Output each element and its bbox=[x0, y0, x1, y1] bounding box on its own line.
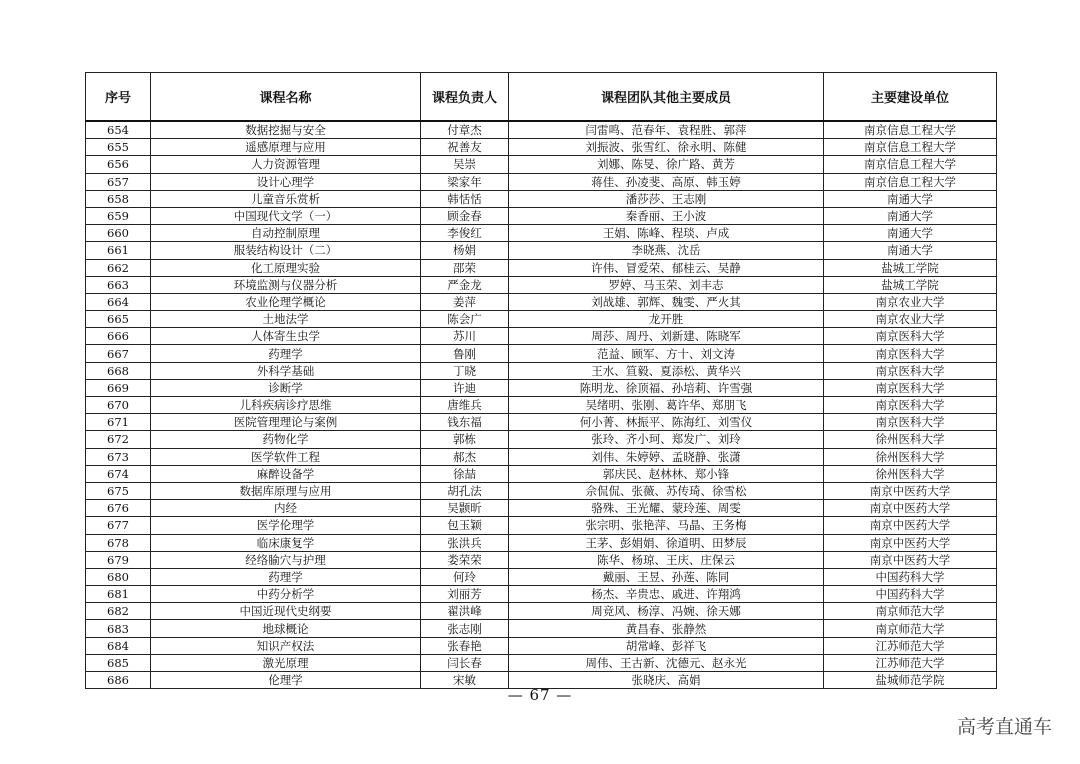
cell-no: 668 bbox=[86, 362, 151, 379]
header-team: 课程团队其他主要成员 bbox=[509, 73, 824, 122]
header-no: 序号 bbox=[86, 73, 151, 122]
cell-course-name: 土地法学 bbox=[151, 311, 421, 328]
cell-no: 682 bbox=[86, 603, 151, 620]
cell-team-members: 刘振波、张雪红、徐永明、陈健 bbox=[509, 139, 824, 156]
cell-unit: 中国药科大学 bbox=[824, 586, 997, 603]
table-row bbox=[86, 190, 997, 207]
cell-no: 661 bbox=[86, 242, 151, 259]
cell-course-name: 化工原理实验 bbox=[151, 259, 421, 276]
cell-course-name: 人力资源管理 bbox=[151, 156, 421, 173]
cell-team-members: 王水、笪毅、夏添松、黄华兴 bbox=[509, 362, 824, 379]
cell-course-name: 外科学基础 bbox=[151, 362, 421, 379]
table-row bbox=[86, 311, 997, 328]
cell-team-members: 刘伟、朱婷婷、孟晓静、张潇 bbox=[509, 448, 824, 465]
cell-unit: 南京农业大学 bbox=[824, 311, 997, 328]
cell-unit: 盐城工学院 bbox=[824, 276, 997, 293]
cell-no: 660 bbox=[86, 225, 151, 242]
table-row bbox=[86, 242, 997, 259]
cell-leader: 张洪兵 bbox=[421, 534, 509, 551]
cell-course-name: 医院管理理论与案例 bbox=[151, 414, 421, 431]
cell-no: 671 bbox=[86, 414, 151, 431]
table-row bbox=[86, 534, 997, 551]
table-row bbox=[86, 414, 997, 431]
table-row bbox=[86, 225, 997, 242]
cell-unit: 南京中医药大学 bbox=[824, 517, 997, 534]
cell-team-members: 周竞风、杨淳、冯婉、徐天娜 bbox=[509, 603, 824, 620]
cell-unit: 南京中医药大学 bbox=[824, 500, 997, 517]
cell-team-members: 王茅、彭娟娟、徐道明、田梦辰 bbox=[509, 534, 824, 551]
cell-team-members: 范益、顾军、方十、刘文涛 bbox=[509, 345, 824, 362]
cell-course-name: 药理学 bbox=[151, 568, 421, 585]
cell-unit: 南京中医药大学 bbox=[824, 551, 997, 568]
cell-leader: 顾金春 bbox=[421, 207, 509, 224]
cell-team-members: 周莎、周丹、刘新建、陈晓军 bbox=[509, 328, 824, 345]
table-row bbox=[86, 517, 997, 534]
cell-no: 656 bbox=[86, 156, 151, 173]
cell-no: 683 bbox=[86, 620, 151, 637]
cell-no: 669 bbox=[86, 379, 151, 396]
cell-course-name: 麻醉设备学 bbox=[151, 465, 421, 482]
cell-course-name: 医学伦理学 bbox=[151, 517, 421, 534]
cell-unit: 南通大学 bbox=[824, 242, 997, 259]
cell-team-members: 陈华、杨琼、王庆、庄保云 bbox=[509, 551, 824, 568]
cell-course-name: 经络腧穴与护理 bbox=[151, 551, 421, 568]
cell-leader: 宋敏 bbox=[421, 672, 509, 689]
table-row bbox=[86, 156, 997, 173]
cell-leader: 邵荣 bbox=[421, 259, 509, 276]
cell-course-name: 中国近现代史纲要 bbox=[151, 603, 421, 620]
table-row bbox=[86, 586, 997, 603]
cell-team-members: 黄昌春、张静然 bbox=[509, 620, 824, 637]
cell-unit: 盐城师范学院 bbox=[824, 672, 997, 689]
cell-team-members: 潘莎莎、王志刚 bbox=[509, 190, 824, 207]
table-row bbox=[86, 293, 997, 310]
cell-no: 664 bbox=[86, 293, 151, 310]
table-body bbox=[86, 121, 997, 689]
cell-unit: 南京农业大学 bbox=[824, 293, 997, 310]
cell-unit: 南京医科大学 bbox=[824, 328, 997, 345]
cell-course-name: 药理学 bbox=[151, 345, 421, 362]
table-row bbox=[86, 637, 997, 654]
cell-leader: 包玉颖 bbox=[421, 517, 509, 534]
cell-no: 686 bbox=[86, 672, 151, 689]
cell-leader: 祝善友 bbox=[421, 139, 509, 156]
cell-team-members: 周伟、王古新、沈德元、赵永光 bbox=[509, 654, 824, 671]
cell-unit: 南通大学 bbox=[824, 207, 997, 224]
table-row bbox=[86, 568, 997, 585]
cell-leader: 吴崇 bbox=[421, 156, 509, 173]
cell-team-members: 胡常峰、彭祥飞 bbox=[509, 637, 824, 654]
cell-unit: 南京医科大学 bbox=[824, 362, 997, 379]
cell-team-members: 许伟、冒爱荣、郁桂云、吴静 bbox=[509, 259, 824, 276]
cell-no: 665 bbox=[86, 311, 151, 328]
cell-no: 659 bbox=[86, 207, 151, 224]
cell-no: 666 bbox=[86, 328, 151, 345]
table-row bbox=[86, 654, 997, 671]
cell-team-members: 陈明龙、徐顶福、孙培莉、许雪强 bbox=[509, 379, 824, 396]
cell-no: 680 bbox=[86, 568, 151, 585]
cell-course-name: 医学软件工程 bbox=[151, 448, 421, 465]
cell-team-members: 张宗明、张艳萍、马晶、王务梅 bbox=[509, 517, 824, 534]
cell-team-members: 骆殊、王光耀、蒙玲莲、周雯 bbox=[509, 500, 824, 517]
cell-team-members: 秦香丽、王小波 bbox=[509, 207, 824, 224]
cell-leader: 唐维兵 bbox=[421, 397, 509, 414]
cell-no: 654 bbox=[86, 121, 151, 139]
cell-course-name: 激光原理 bbox=[151, 654, 421, 671]
cell-team-members: 郭庆民、赵林林、郑小锋 bbox=[509, 465, 824, 482]
table-row bbox=[86, 328, 997, 345]
cell-leader: 闫长春 bbox=[421, 654, 509, 671]
table-row bbox=[86, 482, 997, 499]
cell-team-members: 罗婷、马玉荣、刘丰志 bbox=[509, 276, 824, 293]
cell-leader: 翟洪峰 bbox=[421, 603, 509, 620]
table-row bbox=[86, 551, 997, 568]
cell-no: 655 bbox=[86, 139, 151, 156]
cell-leader: 梁家年 bbox=[421, 173, 509, 190]
cell-team-members: 何小菁、林振平、陈海红、刘雪仪 bbox=[509, 414, 824, 431]
cell-leader: 付章杰 bbox=[421, 121, 509, 139]
cell-course-name: 农业伦理学概论 bbox=[151, 293, 421, 310]
cell-leader: 刘丽芳 bbox=[421, 586, 509, 603]
cell-unit: 南京师范大学 bbox=[824, 603, 997, 620]
cell-leader: 姜萍 bbox=[421, 293, 509, 310]
table-row bbox=[86, 276, 997, 293]
table-row bbox=[86, 448, 997, 465]
course-table-container bbox=[85, 72, 996, 689]
cell-no: 679 bbox=[86, 551, 151, 568]
cell-course-name: 儿童音乐赏析 bbox=[151, 190, 421, 207]
cell-leader: 张志刚 bbox=[421, 620, 509, 637]
table-header bbox=[86, 73, 997, 122]
cell-team-members: 蒋佳、孙凌斐、高原、韩玉婷 bbox=[509, 173, 824, 190]
cell-no: 675 bbox=[86, 482, 151, 499]
cell-unit: 徐州医科大学 bbox=[824, 448, 997, 465]
cell-unit: 江苏师范大学 bbox=[824, 654, 997, 671]
table-row bbox=[86, 500, 997, 517]
cell-unit: 南京信息工程大学 bbox=[824, 156, 997, 173]
cell-course-name: 伦理学 bbox=[151, 672, 421, 689]
cell-course-name: 中国现代文学（一） bbox=[151, 207, 421, 224]
header-leader: 课程负责人 bbox=[421, 73, 509, 122]
cell-course-name: 儿科疾病诊疗思维 bbox=[151, 397, 421, 414]
cell-no: 678 bbox=[86, 534, 151, 551]
page-number: — 67 — bbox=[507, 686, 573, 704]
cell-no: 672 bbox=[86, 431, 151, 448]
cell-team-members: 龙开胜 bbox=[509, 311, 824, 328]
cell-unit: 徐州医科大学 bbox=[824, 431, 997, 448]
cell-team-members: 杨杰、辛贵忠、戚进、许翔鸿 bbox=[509, 586, 824, 603]
cell-unit: 徐州医科大学 bbox=[824, 465, 997, 482]
cell-leader: 李俊红 bbox=[421, 225, 509, 242]
cell-course-name: 临床康复学 bbox=[151, 534, 421, 551]
table-row bbox=[86, 620, 997, 637]
cell-course-name: 地球概论 bbox=[151, 620, 421, 637]
cell-no: 681 bbox=[86, 586, 151, 603]
cell-unit: 南京中医药大学 bbox=[824, 534, 997, 551]
cell-no: 673 bbox=[86, 448, 151, 465]
cell-unit: 江苏师范大学 bbox=[824, 637, 997, 654]
cell-course-name: 内经 bbox=[151, 500, 421, 517]
cell-leader: 娄荣荣 bbox=[421, 551, 509, 568]
cell-unit: 南京医科大学 bbox=[824, 414, 997, 431]
cell-course-name: 中药分析学 bbox=[151, 586, 421, 603]
cell-course-name: 数据库原理与应用 bbox=[151, 482, 421, 499]
table-row bbox=[86, 207, 997, 224]
cell-no: 662 bbox=[86, 259, 151, 276]
watermark-text: 高考直通车 bbox=[956, 716, 1052, 738]
cell-unit: 南京师范大学 bbox=[824, 620, 997, 637]
cell-course-name: 遥感原理与应用 bbox=[151, 139, 421, 156]
cell-course-name: 服装结构设计（二） bbox=[151, 242, 421, 259]
table-row bbox=[86, 345, 997, 362]
cell-no: 676 bbox=[86, 500, 151, 517]
cell-no: 674 bbox=[86, 465, 151, 482]
cell-unit: 南京中医药大学 bbox=[824, 482, 997, 499]
cell-leader: 钱东福 bbox=[421, 414, 509, 431]
cell-leader: 何玲 bbox=[421, 568, 509, 585]
cell-course-name: 知识产权法 bbox=[151, 637, 421, 654]
cell-team-members: 闫雷鸣、范春年、袁程胜、郭萍 bbox=[509, 121, 824, 139]
cell-leader: 胡孔法 bbox=[421, 482, 509, 499]
cell-leader: 郭栋 bbox=[421, 431, 509, 448]
header-unit: 主要建设单位 bbox=[824, 73, 997, 122]
cell-leader: 张春艳 bbox=[421, 637, 509, 654]
cell-unit: 南通大学 bbox=[824, 190, 997, 207]
cell-unit: 南京信息工程大学 bbox=[824, 173, 997, 190]
table-row bbox=[86, 379, 997, 396]
cell-team-members: 李晓燕、沈岳 bbox=[509, 242, 824, 259]
cell-unit: 盐城工学院 bbox=[824, 259, 997, 276]
cell-team-members: 张晓庆、高娟 bbox=[509, 672, 824, 689]
cell-unit: 南京医科大学 bbox=[824, 379, 997, 396]
table-row bbox=[86, 465, 997, 482]
cell-unit: 中国药科大学 bbox=[824, 568, 997, 585]
cell-unit: 南京信息工程大学 bbox=[824, 139, 997, 156]
table-row bbox=[86, 173, 997, 190]
cell-no: 677 bbox=[86, 517, 151, 534]
cell-unit: 南京医科大学 bbox=[824, 397, 997, 414]
cell-leader: 徐喆 bbox=[421, 465, 509, 482]
cell-no: 670 bbox=[86, 397, 151, 414]
course-table bbox=[85, 72, 997, 689]
table-row bbox=[86, 362, 997, 379]
cell-course-name: 人体寄生虫学 bbox=[151, 328, 421, 345]
cell-leader: 杨娟 bbox=[421, 242, 509, 259]
cell-no: 657 bbox=[86, 173, 151, 190]
cell-course-name: 设计心理学 bbox=[151, 173, 421, 190]
cell-course-name: 诊断学 bbox=[151, 379, 421, 396]
cell-leader: 丁晓 bbox=[421, 362, 509, 379]
cell-team-members: 张玲、齐小珂、郑发广、刘玲 bbox=[509, 431, 824, 448]
cell-leader: 鲁刚 bbox=[421, 345, 509, 362]
table-row bbox=[86, 603, 997, 620]
table-row bbox=[86, 431, 997, 448]
cell-leader: 苏川 bbox=[421, 328, 509, 345]
cell-unit: 南京医科大学 bbox=[824, 345, 997, 362]
table-row bbox=[86, 139, 997, 156]
cell-unit: 南通大学 bbox=[824, 225, 997, 242]
cell-leader: 吴颢昕 bbox=[421, 500, 509, 517]
cell-team-members: 刘娜、陈旻、徐广路、黄芳 bbox=[509, 156, 824, 173]
cell-team-members: 王娟、陈峰、程琰、卢成 bbox=[509, 225, 824, 242]
cell-leader: 韩恬恬 bbox=[421, 190, 509, 207]
cell-team-members: 佘侃侃、张薇、苏传琦、徐雪松 bbox=[509, 482, 824, 499]
cell-team-members: 戴丽、王昱、孙莲、陈同 bbox=[509, 568, 824, 585]
cell-leader: 许迪 bbox=[421, 379, 509, 396]
cell-course-name: 环境监测与仪器分析 bbox=[151, 276, 421, 293]
cell-no: 685 bbox=[86, 654, 151, 671]
cell-team-members: 刘战雄、郭辉、魏雯、严火其 bbox=[509, 293, 824, 310]
header-course: 课程名称 bbox=[151, 73, 421, 122]
cell-course-name: 自动控制原理 bbox=[151, 225, 421, 242]
cell-leader: 郝杰 bbox=[421, 448, 509, 465]
cell-unit: 南京信息工程大学 bbox=[824, 121, 997, 139]
cell-leader: 陈会广 bbox=[421, 311, 509, 328]
cell-course-name: 药物化学 bbox=[151, 431, 421, 448]
cell-no: 658 bbox=[86, 190, 151, 207]
cell-no: 684 bbox=[86, 637, 151, 654]
cell-team-members: 吴绪明、张刚、葛许华、郑朋飞 bbox=[509, 397, 824, 414]
cell-no: 663 bbox=[86, 276, 151, 293]
table-row bbox=[86, 397, 997, 414]
cell-course-name: 数据挖掘与安全 bbox=[151, 121, 421, 139]
table-row bbox=[86, 121, 997, 139]
table-row bbox=[86, 259, 997, 276]
cell-leader: 严金龙 bbox=[421, 276, 509, 293]
cell-no: 667 bbox=[86, 345, 151, 362]
